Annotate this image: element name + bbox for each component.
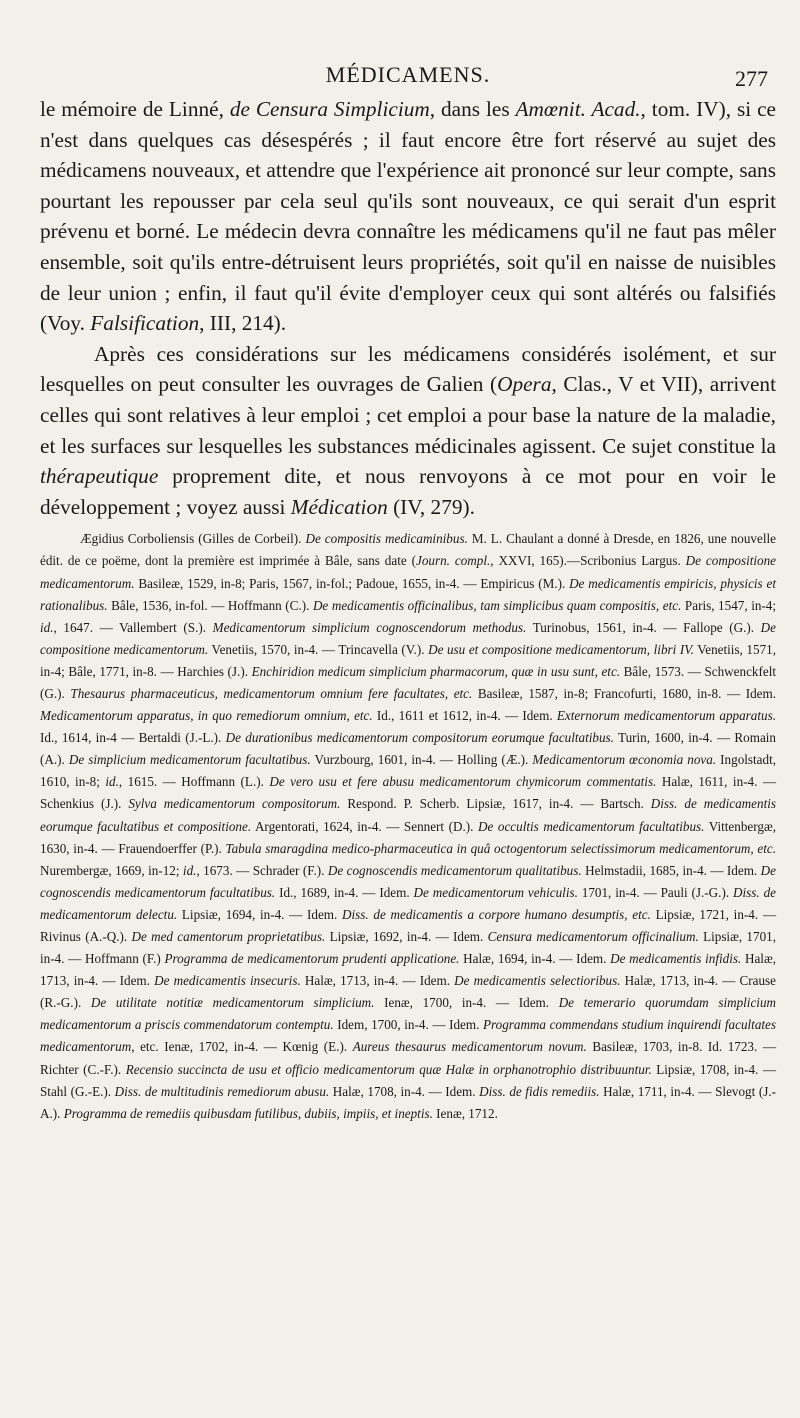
bibliography-run: , 1615. — Hoffmann (L.). [118, 774, 270, 790]
bibliography-title: Diss. de medicamentis a corpore humano desumptis, etc. [342, 906, 651, 922]
page-number: 277 [735, 66, 768, 91]
bibliography-title: id. [105, 774, 119, 790]
bibliography-run: Ienæ, 1712. [432, 1105, 498, 1121]
bibliography-run: Basileæ, 1529, in-8; Paris, 1567, in-fol.; Padoue, 1655, in-4. — Empiricus (M.). [134, 575, 570, 591]
bibliography-title: Enchiridion medicum simplicium pharmacorum, quæ in usu sunt, etc. [251, 663, 621, 679]
bibliography-title: De compositione medicamentorum. [40, 553, 776, 591]
bibliography-run: , 1647. — Vallembert (S.). [53, 619, 213, 635]
bibliography-run: Halæ, 1713, in-4. — Idem. [300, 973, 455, 989]
bibliography-run: Idem, 1700, in-4. — Idem. [333, 1017, 483, 1033]
bibliography-title: Tabula smaragdina medico-pharmaceutica in quâ octogentorum selectissimorum medicamentorum, etc. [225, 840, 776, 856]
bibliography-run: Basileæ, 1587, in-8; Francofurti, 1680, in-8. — Idem. [472, 685, 776, 701]
bibliography-title: Programma de remediis quibusdam futilibus, dubiis, impiis, et ineptis. [63, 1105, 433, 1121]
bibliography-title: De compositione medicamentorum. [40, 619, 776, 657]
bibliography-note [40, 528, 776, 1125]
bibliography-run: , etc. Ienæ, 1702, in-4. — Kœnig (E.). [131, 1039, 353, 1055]
bibliography-title: De vero usu et fere abusu medicamentorum chymicorum commentatis. [269, 774, 657, 790]
running-title: MÉDICAMENS. [325, 62, 491, 87]
bibliography-run: Id., 1689, in-4. — Idem. [275, 884, 414, 900]
bibliography-run: Lipsiæ, 1701, in-4. — Hoffmann (F.) [40, 929, 776, 967]
bibliography-run: Vittenbergæ, 1630, in-4. — Frauendoerffer (P.). [40, 818, 776, 856]
bibliography-title: De occultis medicamentorum facultatibus. [478, 818, 705, 834]
bibliography-title: De medicamentis empiricis, physicis et rationalibus. [40, 575, 776, 613]
bibliography-run: Lipsiæ, 1708, in-4. — Stahl (G.-E.). [40, 1061, 776, 1099]
bibliography-run: Lipsiæ, 1692, in-4. — Idem. [325, 929, 488, 944]
bibliography-title: Thesaurus pharmaceuticus, medicamentorum omnium fere facultates, etc. [70, 685, 473, 701]
bibliography-run: Halæ, 1711, in-4. — Slevogt (J.-A.). [40, 1083, 776, 1121]
paragraph-1 [40, 94, 776, 339]
bibliography-run: , 1673. — Schrader (F.). [196, 862, 328, 878]
bibliography-title: Medicamentorum œconomia nova. [532, 752, 717, 768]
bibliography-title: De cognoscendis medicamentorum qualitatibus. [327, 862, 582, 878]
bibliography-run: Bâle, 1573. — Schwenckfelt (G.). [40, 663, 776, 701]
bibliography-title: De medicamentorum vehiculis. [413, 884, 578, 900]
bibliography-run: Id., 1611 et 1612, in-4. — Idem. [372, 708, 557, 724]
bibliography-run: M. L. Chaulant a donné à Dresde, en 1826, une nouvelle édit. de ce poëme, dont la première est imprimée à Bâle, sans date ( [40, 531, 776, 569]
bibliography-title: De med camentorum proprietatibus. [131, 929, 326, 944]
bibliography-run: Nurembergæ, 1669, in-12; [40, 862, 183, 878]
bibliography-title: Diss. de multitudinis remediorum abusu. [114, 1083, 330, 1099]
bibliography-title: De compositis medicaminibus. [305, 531, 468, 547]
bibliography-run: Halæ, 1611, in-4. — Schenkius (J.). [40, 774, 776, 812]
bibliography-title: Medicamentorum apparatus, in quo remediorum omnium, etc. [40, 708, 373, 724]
bibliography-run: Venetiis, 1570, in-4. — Trincavella (V.). [208, 641, 429, 657]
bibliography-title: De medicamentis selectioribus. [454, 973, 621, 989]
text-run: , III, 214). [199, 311, 287, 336]
bibliography-run: Lipsiæ, 1694, in-4. — Idem. [177, 906, 343, 922]
italic-title: Amœnit. Acad. [515, 97, 641, 121]
bibliography-title: id. [40, 619, 54, 635]
bibliography-title: Recensio succincta de usu et officio medicamentorum quæ Halæ in orphanotrophio distribuuntur. [125, 1061, 652, 1077]
bibliography-title: Externorum medicamentorum apparatus. [556, 708, 776, 724]
bibliography-run: Halæ, 1713, in-4. — Idem. [40, 951, 776, 989]
bibliography-title: De medicamentis insecuris. [154, 973, 301, 989]
bibliography-run: Respond. P. Scherb. Lipsiæ, 1617, in-4. — Bartsch. [340, 796, 651, 812]
bibliography-run: Halæ, 1708, in-4. — Idem. [329, 1083, 480, 1099]
bibliography-run: Paris, 1547, in-4; [681, 597, 777, 613]
bibliography-title: Diss. de fidis remediis. [479, 1083, 600, 1099]
bibliography-title: Aureus thesaurus medicamentorum novum. [352, 1039, 587, 1055]
bibliography-title: De durationibus medicamentorum compositorum eorumque facultatibus. [225, 730, 614, 746]
italic-title: Opera [497, 372, 552, 397]
bibliography-title: De medicamentis officinalibus, tam simplicibus quam compositis, etc. [312, 597, 682, 613]
bibliography-run: Argentorati, 1624, in-4. — Sennert (D.). [251, 818, 479, 834]
bibliography-run: Lipsiæ, 1721, in-4. — Rivinus (A.-Q.). [40, 906, 776, 944]
bibliography-title: De usu et compositione medicamentorum, libri IV. [428, 641, 694, 657]
bibliography-run: Basileæ, 1703, in-8. Id. 1723. — Richter (C.-F.). [40, 1039, 776, 1077]
bibliography-run: Halæ, 1694, in-4. — Idem. [459, 951, 611, 967]
bibliography-title: Censura medicamentorum officinalium. [487, 929, 699, 944]
text-run: , tom. IV), si ce n'est dans quelques cas désespérés ; il faut encore être fort réservé au sujet des médicamens nouveaux, et attendre que l'expérience ait prononcé sur leur compte, sans pourtant les repousser par cela seul qu'ils sont nouveaux, ce qui serait d'un esprit prévenu et borné. Le médecin devra connaître les médicamens qu'il ne faut pas mêler ensemble, soit qu'ils entre-détruisent leurs propriétés, soit qu'il en naisse de nuisibles de leur union ; enfin, il faut qu'il évite d'employer ceux qui sont altérés ou falsifiés (Voy. [40, 97, 776, 336]
bibliography-title: Journ. compl. [416, 553, 491, 569]
bibliography-title: Diss. de medicamentorum delectu. [40, 884, 776, 922]
bibliography-run: Ægidius Corboliensis (Gilles de Corbeil). [80, 531, 306, 547]
bibliography-title: De temerario quorumdam simplicium medicamentorum a priscis commendatorum contemptu. [40, 995, 776, 1033]
text-run: (IV, 279). [387, 494, 475, 519]
bibliography-run: Turinobus, 1561, in-4. — Fallope (G.). [526, 619, 761, 635]
text-run: proprement dite, et nous renvoyons à ce mot pour en voir le développement ; voyez aussi [40, 464, 776, 519]
text-run: , dans les [429, 97, 516, 121]
bibliography-title: Diss. de medicamentis eorumque facultatibus et compositione. [40, 796, 776, 834]
text-run: le mémoire de Linné, [40, 97, 230, 121]
bibliography-run: Ienæ, 1700, in-4. — Idem. [374, 995, 559, 1011]
bibliography-title: Medicamentorum simplicium cognoscendorum methodus. [212, 619, 527, 635]
bibliography-title: Programma de medicamentorum prudenti applicatione. [164, 951, 460, 967]
bibliography-run: Helmstadii, 1685, in-4. — Idem. [581, 862, 761, 878]
bibliography-run: , XXVI, 165).—Scribonius Largus. [490, 553, 686, 569]
bibliography-title: Programma commendans studium inquirendi facultates medicamentorum [40, 1017, 776, 1055]
bibliography-title: De simplicium medicamentorum facultatibus. [68, 752, 311, 768]
bibliography-run: Bâle, 1536, in-fol. — Hoffmann (C.). [107, 597, 313, 613]
main-text [40, 94, 776, 522]
text-run: Après ces considérations sur les médicamens considérés isolément, et sur lesquelles on peut consulter les ouvrages de Galien ( [40, 341, 776, 397]
bibliography-run: Ingolstadt, 1610, in-8; [40, 752, 777, 790]
italic-title: de Censura Simplicium [229, 97, 430, 121]
bibliography-title: De medicamentis infidis. [610, 951, 742, 967]
italic-title: thérapeutique [40, 464, 159, 489]
bibliography-title: De utilitate notitiæ medicamentorum simplicium. [90, 995, 375, 1011]
italic-title: Médication [290, 494, 388, 519]
text-run: , Clas., V et VII), arrivent celles qui sont relatives à leur emploi ; cet emploi a pour base la nature de la maladie, et les surfaces sur lesquelles les substances médicinales agissent. Ce sujet constitue la [40, 372, 776, 458]
bibliography-title: Sylva medicamentorum compositorum. [128, 796, 341, 812]
bibliography-run: Id., 1614, in-4 — Bertaldi (J.-L.). [40, 730, 226, 746]
bibliography-run: Vurzbourg, 1601, in-4. — Holling (Æ.). [310, 752, 533, 768]
bibliography-run: Venetiis, 1571, in-4; Bâle, 1771, in-8. — Harchies (J.). [40, 641, 776, 679]
bibliography-run: 1701, in-4. — Pauli (J.-G.). [577, 884, 734, 900]
bibliography-run: Turin, 1600, in-4. — Romain (A.). [40, 730, 776, 768]
bibliography-title: id. [182, 862, 197, 878]
paragraph-2 [40, 339, 776, 523]
running-head [40, 0, 776, 91]
bibliography-run: Halæ, 1713, in-4. — Crause (R.-G.). [40, 973, 776, 1011]
bibliography-title: De cognoscendis medicamentorum facultatibus. [40, 862, 776, 900]
italic-title: Falsification [90, 311, 200, 336]
